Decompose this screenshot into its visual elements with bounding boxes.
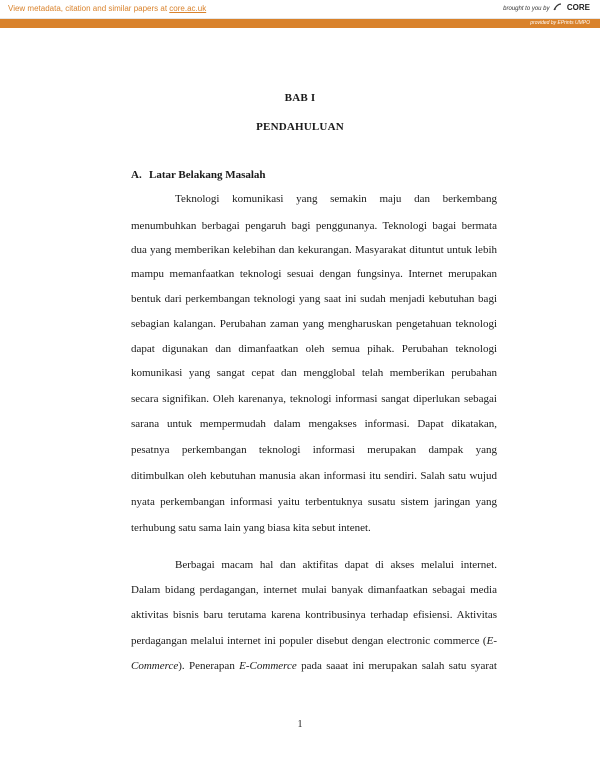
chapter-title: PENDAHULUAN <box>256 121 344 133</box>
text-line: komunikasi yang sangat cepat dan mengglobal telah memberikan perubahan <box>131 367 497 379</box>
brought-by-text: brought to you by <box>503 6 550 12</box>
text-line <box>131 659 497 673</box>
text-run: pada saaat ini merupakan salah satu syarat <box>296 660 497 672</box>
text-line: sarana untuk mempermudah dalam mengakses informasi. Dapat dikatakan, <box>131 418 497 430</box>
text-line: bentuk dari perkembangan teknologi yang saat ini sudah menjadi kebutuhan bagi <box>131 293 497 305</box>
section-label: A. <box>131 169 142 181</box>
text-line: ditimbulkan oleh kebutuhan manusia akan informasi itu sendiri. Salah satu wujud <box>131 470 497 482</box>
text-line: secara signifikan. Oleh karenanya, teknologi informasi sangat diperlukan sebagai <box>131 393 497 405</box>
text-line: dua yang memberikan kelebihan dan kekurangan. Masyarakat dituntut untuk lebih <box>131 244 497 256</box>
core-link[interactable]: core.ac.uk <box>169 4 207 13</box>
text-line: mampu memanfaatkan teknologi sesuai dengan fungsinya. Internet merupakan <box>131 268 497 280</box>
text-line: Dalam bidang perdagangan, internet mulai banyak dimanfaatkan sebagai media <box>131 584 497 596</box>
text-run: perdagangan melalui internet ini populer disebut dengan electronic commerce ( <box>131 635 487 647</box>
page-number: 1 <box>297 719 303 730</box>
text-line <box>131 634 497 648</box>
text-run-italic: Commerce <box>131 660 179 672</box>
section-title: Latar Belakang Masalah <box>149 169 266 181</box>
text-line: pesatnya perkembangan teknologi informasi merupakan dampak yang <box>131 444 497 456</box>
text-run-italic: E-Commerce <box>239 660 297 672</box>
provided-by-text: provided by EPrints UMPO <box>530 20 590 26</box>
core-brand <box>503 3 590 12</box>
core-metadata-label: View metadata, citation and similar papers at <box>8 4 170 13</box>
text-line: Berbagai macam hal dan aktifitas dapat di akses melalui internet. <box>175 559 497 571</box>
text-run: ). Penerapan <box>178 660 240 672</box>
text-line: dapat digunakan dan dimanfaatkan oleh semua pihak. Perubahan teknologi <box>131 343 497 355</box>
text-line: Teknologi komunikasi yang semakin maju dan berkembang <box>175 193 497 205</box>
section-heading <box>131 169 266 181</box>
text-line: aktivitas bisnis baru terutama karena kontribusinya terhadap efisiensi. Aktivitas <box>131 609 497 621</box>
text-line: menumbuhkan berbagai pengaruh bagi penggunanya. Teknologi bagai bermata <box>131 220 497 232</box>
text-line: sebagian kalangan. Perubahan zaman yang mengharuskan pengetahuan teknologi <box>131 318 497 330</box>
core-banner <box>0 0 600 19</box>
core-logo-icon <box>553 3 562 11</box>
text-run-italic: E- <box>486 635 497 647</box>
provided-by-bar <box>0 19 600 28</box>
text-line: terhubung satu sama lain yang biasa kita sebut intenet. <box>131 522 371 534</box>
core-metadata-text <box>8 4 206 13</box>
core-logo-text: CORE <box>566 3 590 12</box>
chapter-number: BAB I <box>284 92 316 104</box>
text-line: nyata perkembangan informasi yaitu terbentuknya susatu sistem jaringan yang <box>131 496 497 508</box>
